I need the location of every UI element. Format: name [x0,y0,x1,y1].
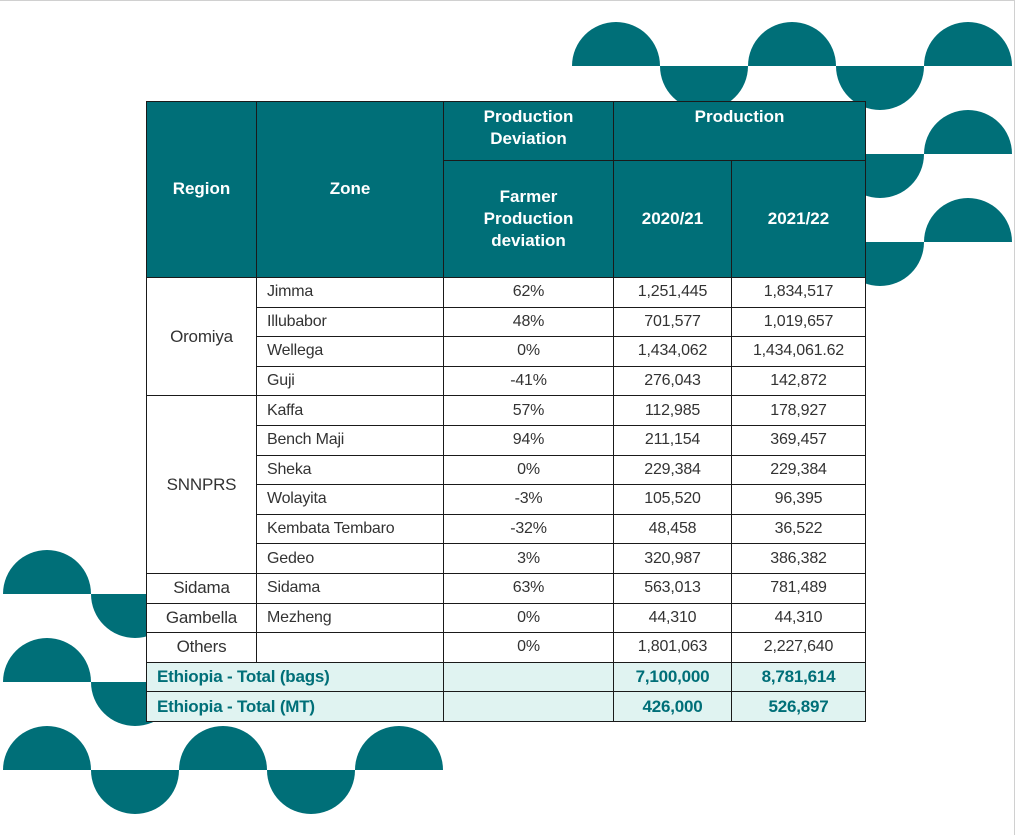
deviation-cell: 3% [444,544,614,574]
region-cell-gambella: Gambella [147,603,257,633]
production-2020-cell: 701,577 [614,307,732,337]
region-cell-oromiya: Oromiya [147,278,257,396]
production-2021-cell: 2,227,640 [732,633,866,663]
header-farmer-production-deviation [444,161,614,278]
header-year-2020-21: 2020/21 [614,161,732,278]
deviation-cell: 63% [444,573,614,603]
header-year-2021-22: 2021/22 [732,161,866,278]
deviation-cell: 62% [444,278,614,308]
table-row [147,396,866,426]
production-2020-cell: 105,520 [614,485,732,515]
total-production-2020-cell: 7,100,000 [614,662,732,692]
zone-cell: Jimma [257,278,444,308]
total-row-mt [147,692,866,722]
deviation-cell: 0% [444,455,614,485]
production-2020-cell: 1,434,062 [614,337,732,367]
production-2021-cell: 1,434,061.62 [732,337,866,367]
production-2021-cell: 1,834,517 [732,278,866,308]
production-2021-cell: 369,457 [732,425,866,455]
production-2021-cell: 36,522 [732,514,866,544]
region-cell-others: Others [147,633,257,663]
production-2021-cell: 96,395 [732,485,866,515]
zone-cell: Kaffa [257,396,444,426]
deviation-cell: -32% [444,514,614,544]
production-2020-cell: 320,987 [614,544,732,574]
production-2020-cell: 211,154 [614,425,732,455]
deviation-cell: -41% [444,366,614,396]
total-production-2021-cell: 8,781,614 [732,662,866,692]
table-row [147,278,866,308]
header-production-deviation: Production Deviation [444,102,614,161]
production-2021-cell: 142,872 [732,366,866,396]
production-2020-cell: 229,384 [614,455,732,485]
production-2021-cell: 781,489 [732,573,866,603]
production-2021-cell: 229,384 [732,455,866,485]
total-deviation-cell [444,662,614,692]
production-table-container [146,101,866,722]
header-region: Region [147,102,257,278]
production-2021-cell: 178,927 [732,396,866,426]
production-2020-cell: 44,310 [614,603,732,633]
production-2020-cell: 112,985 [614,396,732,426]
zone-cell [257,633,444,663]
zone-cell: Gedeo [257,544,444,574]
production-2020-cell: 1,251,445 [614,278,732,308]
deviation-cell: -3% [444,485,614,515]
production-2020-cell: 1,801,063 [614,633,732,663]
production-2021-cell: 1,019,657 [732,307,866,337]
zone-cell: Kembata Tembaro [257,514,444,544]
production-2020-cell: 276,043 [614,366,732,396]
total-row-bags [147,662,866,692]
region-cell-sidama: Sidama [147,573,257,603]
header-farmer-production-deviation-label: Farmer Production deviation [483,186,574,251]
zone-cell: Wolayita [257,485,444,515]
zone-cell: Wellega [257,337,444,367]
total-production-2021-cell: 526,897 [732,692,866,722]
total-label: Ethiopia - Total (bags) [147,662,444,692]
production-2020-cell: 48,458 [614,514,732,544]
region-cell-snnprs: SNNPRS [147,396,257,574]
zone-cell: Bench Maji [257,425,444,455]
production-2021-cell: 44,310 [732,603,866,633]
zone-cell: Mezheng [257,603,444,633]
table-row [147,633,866,663]
zone-cell: Illubabor [257,307,444,337]
deviation-cell: 0% [444,603,614,633]
production-2020-cell: 563,013 [614,573,732,603]
deviation-cell: 57% [444,396,614,426]
zone-cell: Guji [257,366,444,396]
deviation-cell: 48% [444,307,614,337]
deviation-cell: 94% [444,425,614,455]
zone-cell: Sheka [257,455,444,485]
table-body [147,278,866,722]
production-2021-cell: 386,382 [732,544,866,574]
table-row [147,573,866,603]
coffee-production-table [146,101,866,722]
header-production: Production [614,102,866,161]
deviation-cell: 0% [444,633,614,663]
deviation-cell: 0% [444,337,614,367]
total-deviation-cell [444,692,614,722]
zone-cell: Sidama [257,573,444,603]
total-production-2020-cell: 426,000 [614,692,732,722]
table-row [147,603,866,633]
header-zone: Zone [257,102,444,278]
total-label: Ethiopia - Total (MT) [147,692,444,722]
